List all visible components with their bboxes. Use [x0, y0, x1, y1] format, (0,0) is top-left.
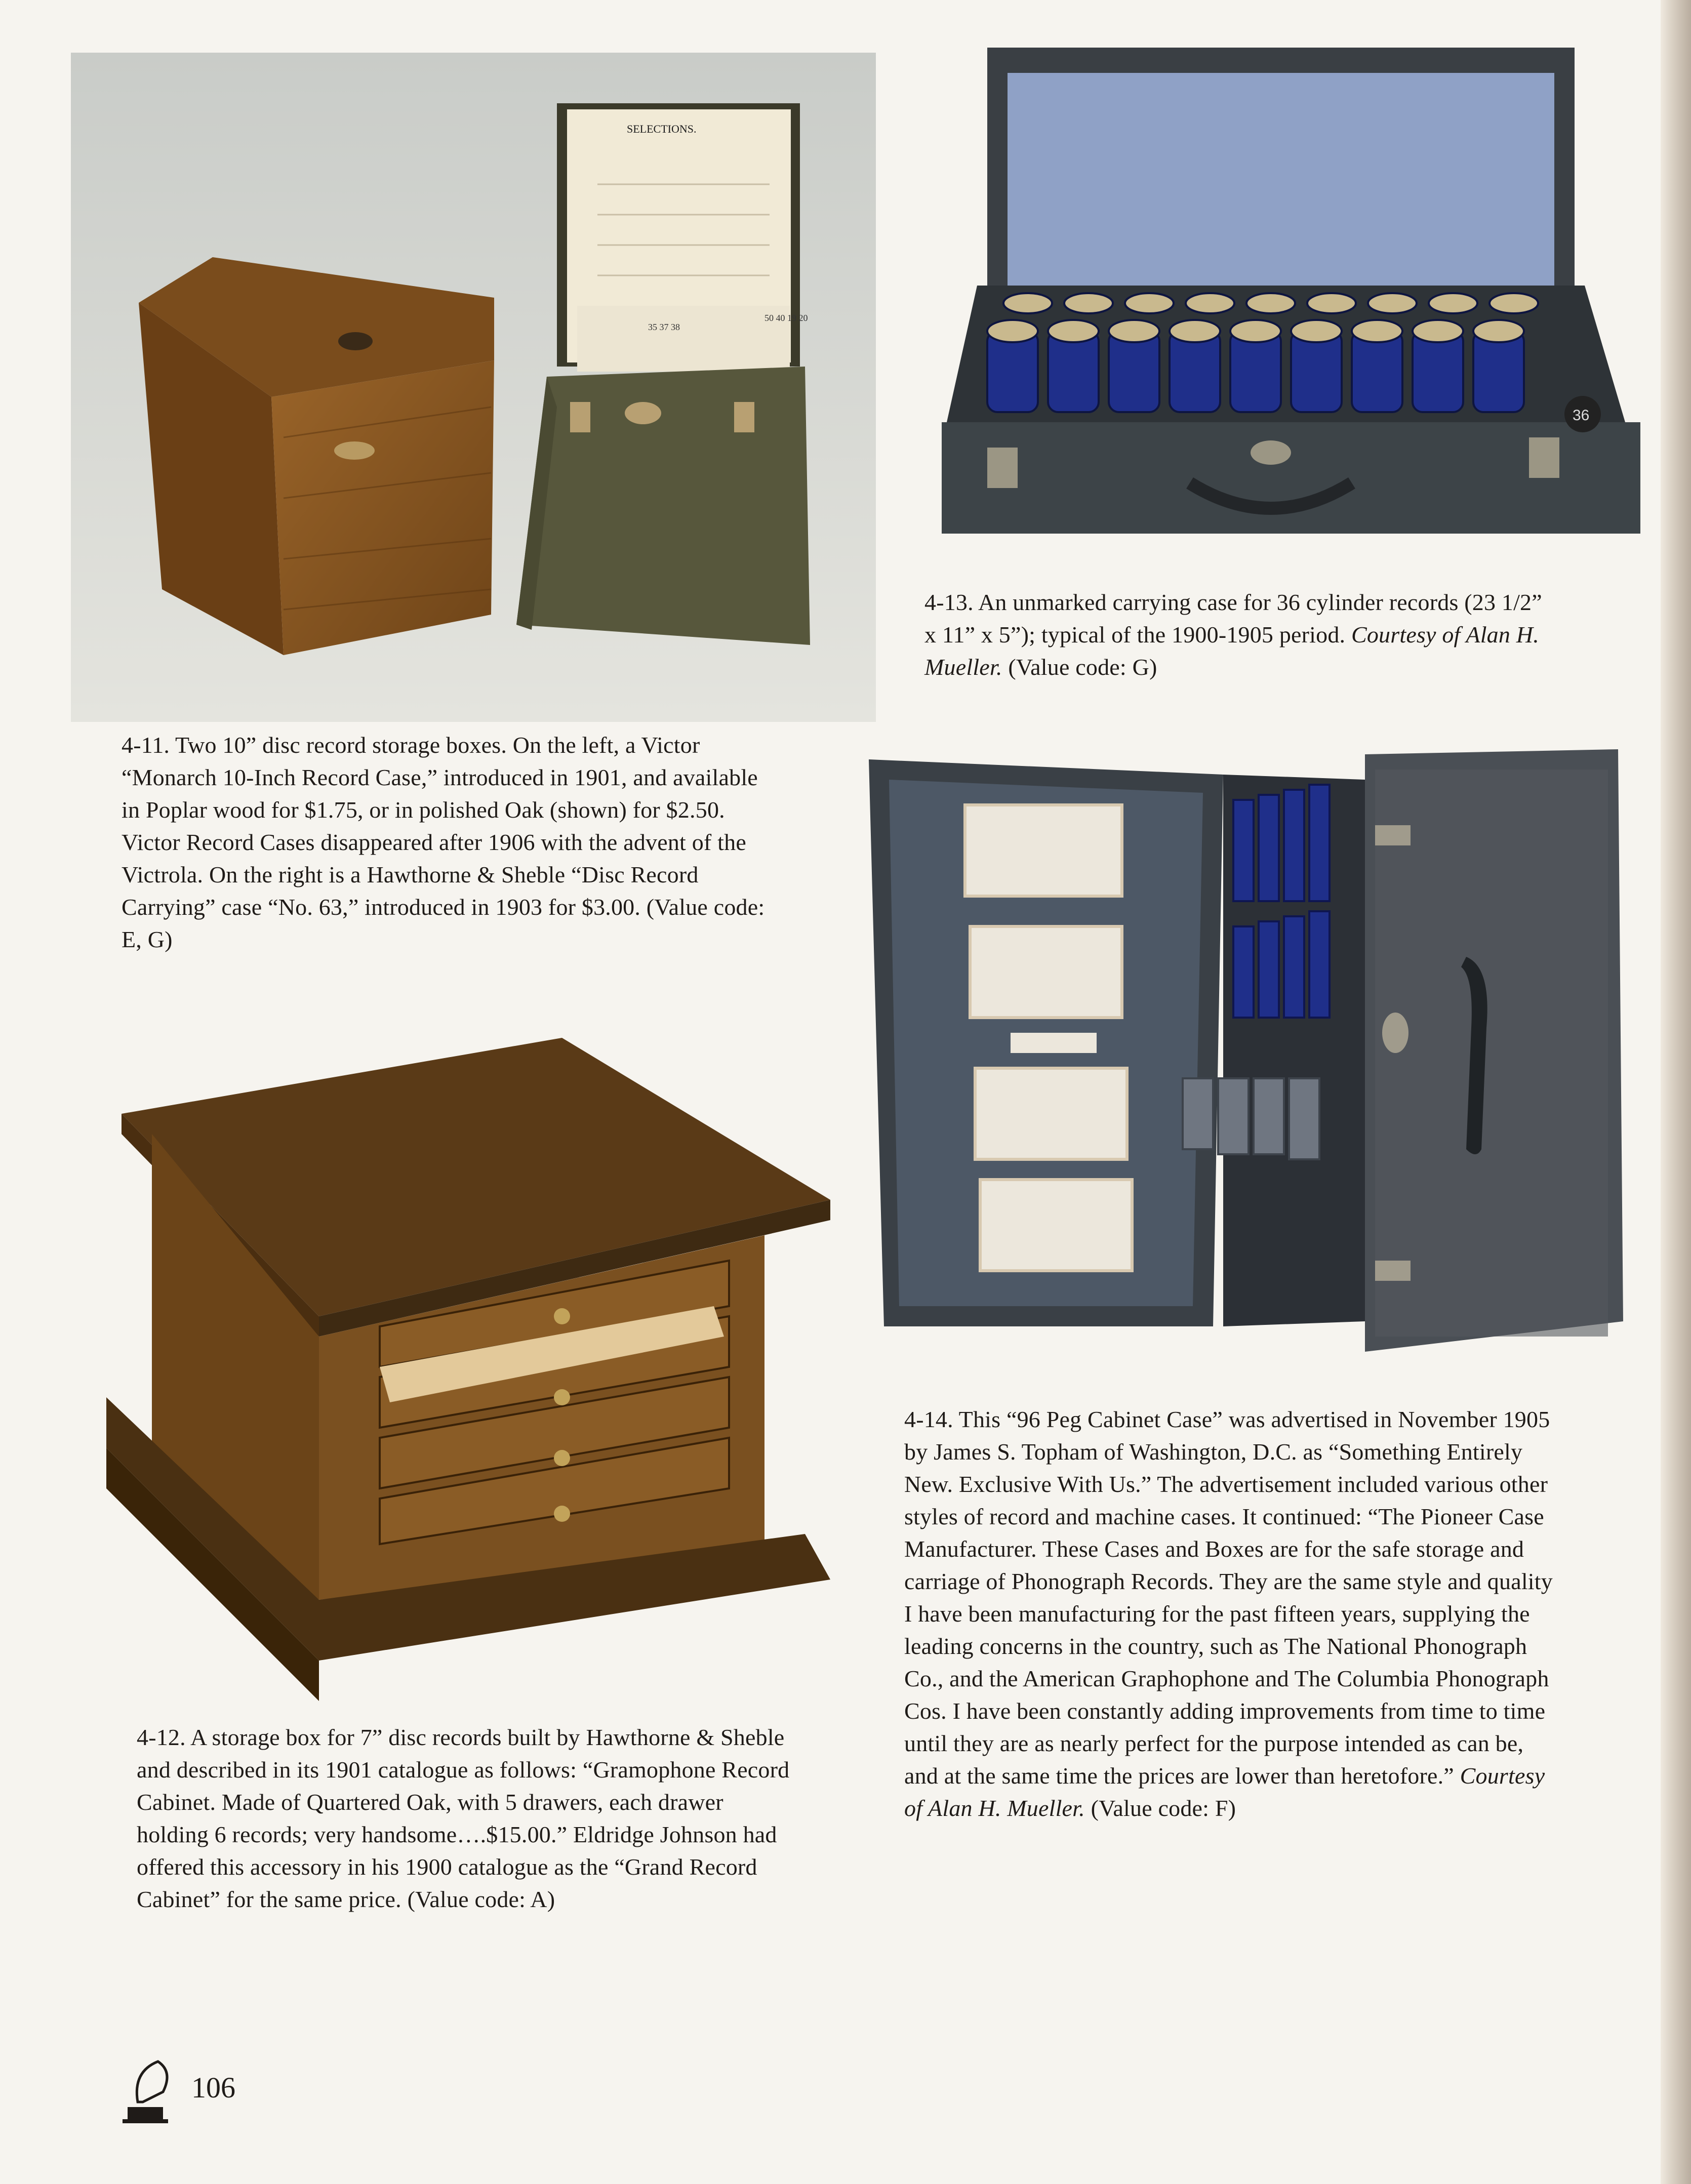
page-number: 106: [191, 2071, 235, 2104]
tab-numbers-left: 35 37 38: [648, 322, 680, 332]
gramophone-icon: [117, 2051, 178, 2127]
photo-4-13: [906, 48, 1642, 554]
photo-4-11: [71, 53, 876, 722]
caption-4-12: 4-12. A storage box for 7” disc records built by Hawthorne & Sheble and described in its 1901 catalogue as follows: “Gramophone Record Cabinet. Made of Quartered Oak, with 5 drawers, each drawer holding 6 records; very handsome….$15.00.” Eldridge Johnson had offered this accessory in his 1900 catalogue as the “Grand Record Cabinet” for the same price. (Value code: A): [137, 1724, 790, 1912]
photo-4-12: [106, 1033, 830, 1711]
tab-numbers-right: 50 40 19 20: [764, 313, 808, 323]
cylinder-count-label: 36: [1573, 407, 1590, 424]
record-cabinet-image: [106, 1033, 830, 1711]
caption-4-14-text: 4-14. This “96 Peg Cabinet Case” was advertised in November 1905 by James S. Topham of Washington, D.C. as “Something Entirely New. Exclusive With Us.” The advertisement included various other styles of record and machine cases. It continued: “The Pioneer Case Manufacturer. These Cases and Boxes are for the safe storage and carriage of Phonograph Records. They are the same style and quality I have been manufacturing for the past fifteen years, supplying the leading concerns in the country, such as The National Phonograph Co., and the American Graphophone and The Columbia Phonograph Cos. I have been constantly adding improvements from time to time until they are as nearly perfect for the purpose intended as can be, and at the same time the prices are lower than heretofore.”: [904, 1406, 1553, 1789]
caption-4-13-text: 4-13. An unmarked carrying case for 36 cylinder records (23 1/2” x 11” x 5”); typical of the 1900-1905 period.: [924, 589, 1542, 648]
cylinder-case-image: [906, 48, 1642, 554]
caption-4-13-credit: Courtesy of Alan H. Mueller.: [924, 622, 1539, 680]
photo-4-14: [869, 744, 1626, 1360]
caption-4-13-value: (Value code: G): [1002, 654, 1157, 680]
caption-4-14: [904, 1371, 1633, 1825]
caption-4-14-credit: Courtesy of Alan H. Mueller.: [904, 1763, 1545, 1821]
caption-4-13: [924, 554, 1623, 683]
caption-4-11: 4-11. Two 10” disc record storage boxes. On the left, a Victor “Monarch 10-Inch Record Case,” introduced in 1901, and available in Poplar wood for $1.75, or in polished Oak (shown) for $2.50. Victor Record Cases disappeared after 1906 with the advent of the Victrola. On the right is a Hawthorne & Sheble “Disc Record Carrying” case “No. 63,” introduced in 1903 for $3.00. (Value code: E, G): [122, 732, 765, 952]
caption-4-14-value: (Value code: F): [1084, 1795, 1236, 1821]
page-edge: [1661, 0, 1691, 2184]
peg-cabinet-case-image: [869, 744, 1626, 1360]
disc-record-boxes-image: [71, 53, 876, 722]
selections-label: SELECTIONS.: [627, 123, 697, 135]
